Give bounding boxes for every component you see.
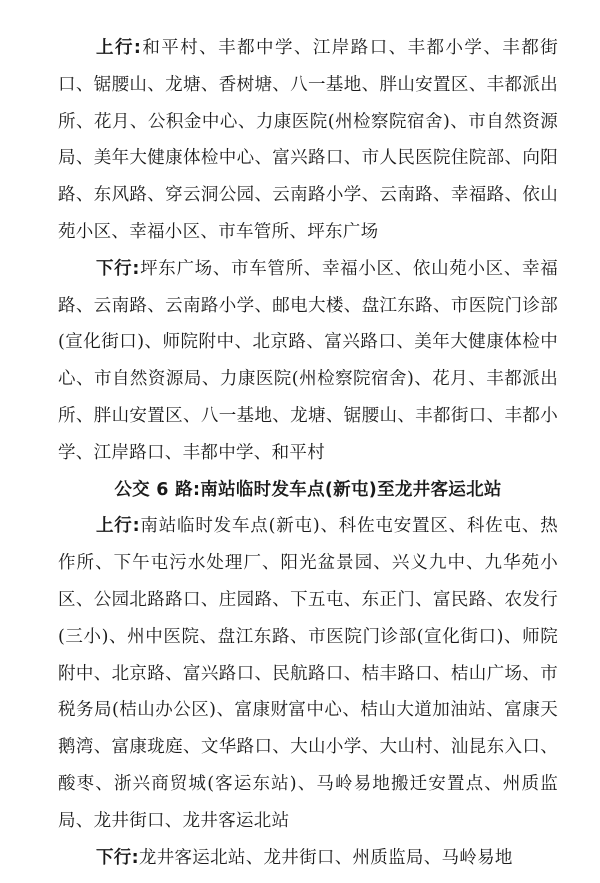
upbound-stops-text: 和平村、丰都中学、江岸路口、丰都小学、丰都街口、锯腰山、龙塘、香树塘、八一基地、胖山安置区、丰都派出所、花月、公积金中心、力康医院(州检察院宿舍)、市自然资源局、美年大健康体检中心、富兴路口、市人民医院住院部、向阳路、东风路、穿云洞公园、云南路小学、云南路、幸福路、依山苑小区、幸福小区、市车管所、坪东广场 xyxy=(58,38,558,242)
upbound-label: 上行: xyxy=(96,38,142,58)
upbound-stops-paragraph xyxy=(58,30,558,251)
document-page xyxy=(58,30,558,876)
route-6-upbound-label: 上行: xyxy=(96,516,140,537)
downbound-stops-text: 坪东广场、市车管所、幸福小区、依山苑小区、幸福路、云南路、云南路小学、邮电大楼、盘江东路、市医院门诊部(宣化街口)、师院附中、北京路、富兴路口、美年大健康体检中心、市自然资源局、力康医院(州检察院宿舍)、花月、丰都派出所、胖山安置区、八一基地、龙塘、锯腰山、丰都街口、丰都小学、江岸路口、丰都中学、和平村 xyxy=(58,258,558,463)
route-6-downbound-label: 下行: xyxy=(96,847,139,868)
route-6-title: 公交 6 路:南站临时发车点(新屯)至龙井客运北站 xyxy=(114,479,502,500)
downbound-stops-paragraph xyxy=(58,251,558,472)
route-6-downbound-paragraph xyxy=(58,840,558,877)
route-6-upbound-stops-text: 南站临时发车点(新屯)、科佐屯安置区、科佐屯、热作所、下午屯污水处理厂、阳光盆景园、兴义九中、九华苑小区、公园北路路口、庄园路、下五屯、东正门、富民路、农发行(三小)、州中医院、盘江东路、市医院门诊部(宣化街口)、师院附中、北京路、富兴路口、民航路口、桔丰路口、桔山广场、市税务局(桔山办公区)、富康财富中心、桔山大道加油站、富康天鹅湾、富康珑庭、文华路口、大山小学、大山村、汕昆东入口、酸枣、浙兴商贸城(客运东站)、马岭易地搬迁安置点、州质监局、龙井街口、龙井客运北站 xyxy=(58,516,558,831)
route-6-downbound-stops-text: 龙井客运北站、龙井街口、州质监局、马岭易地 xyxy=(138,847,513,868)
downbound-label: 下行: xyxy=(96,258,140,279)
route-6-upbound-paragraph xyxy=(58,508,558,839)
